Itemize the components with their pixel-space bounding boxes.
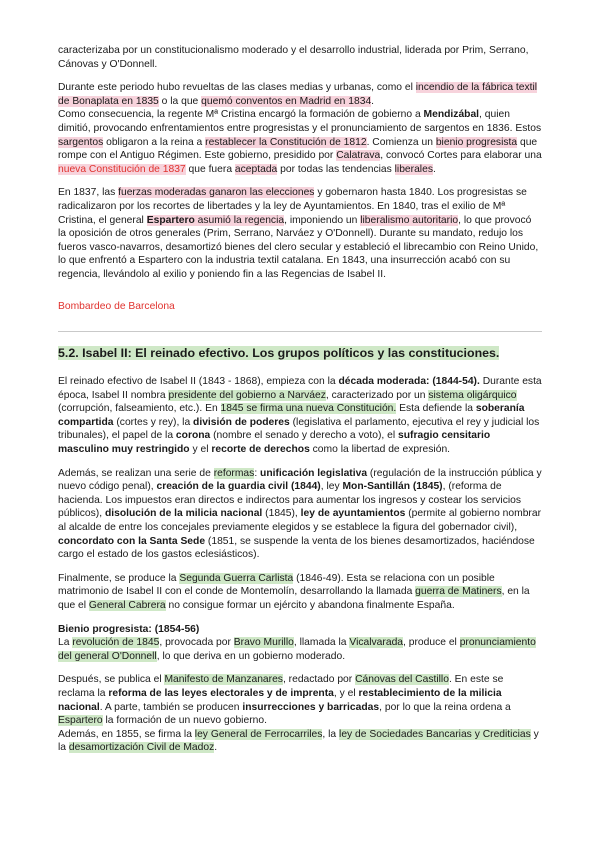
text: , y el [333,687,359,699]
highlight: sargentos [58,136,104,148]
text: , lo que provocó la oposición de otros generales (Prim, Serrano, Narváez y O'Donnell). Durante su mandato, redujo los fueros vasco-navarros, desamortizó bienes del clero secular y estableció el librecambio con Reino Unido, lo que enfrentó a Espartero con la industria textil catalana. En 1843, una insurrección acabó con su regencia, llevándolo al exilio y poniendo fin a las Regencias de Isabel II. [58,214,539,280]
text: , la [322,728,340,740]
section-divider [58,331,542,332]
text: o la que [158,95,202,107]
bienio-heading [58,623,542,637]
text: Además, en 1855, se firma la [58,728,195,740]
text: , llamada la [293,637,350,649]
bold-term: sufragio censitario masculino muy restringido [58,430,491,456]
manzanares-paragraph [58,673,542,755]
section-title-text: 5.2. Isabel II: El reinado efectivo. Los grupos políticos y las constituciones. [58,346,500,361]
text: En 1837, las [58,187,119,199]
bombardeo-link[interactable]: Bombardeo de Barcelona [58,300,175,312]
text: Después, se publica el [58,674,165,686]
text: , provocada por [159,637,234,649]
highlight: 1845 se firma una nueva Constitución. [220,403,397,415]
highlight: guerra de Matiners [415,586,502,598]
bold-term: división de poderes [193,416,290,428]
bold-term: reforma de las leyes electorales y de imprenta [108,687,334,699]
bold-term: unificación legislativa [260,467,368,479]
bold-term: Espartero [146,214,195,226]
highlight: ley General de Ferrocarriles [194,728,323,740]
text: Durante esta época, Isabel II nombra [58,376,542,401]
text: . [432,163,436,175]
bold-term: insurrecciones y barricadas [242,701,380,713]
bold-term: soberanía compartida [58,403,525,428]
highlight: pronunciamiento del general O'Donnell [58,637,536,662]
text: Como consecuencia, la regente Mª Cristina encargó la formación de gobierno a [58,109,424,121]
highlight: sistema oligárquico [428,389,517,401]
text: Durante este periodo hubo revueltas de las clases medias y urbanas, como el [58,82,416,94]
bienio-heading-text: Bienio progresista: (1854-56) [58,623,200,635]
text: (regulación de la instrucción pública y nuevo código penal), [58,467,542,493]
bold-term: restablecimiento de la milicia nacional [58,687,502,713]
highlight: aceptada [234,163,278,175]
bold-term: creación de la guardia civil (1844) [156,481,321,493]
highlight: restablecer la Constitución de 1812 [205,136,367,148]
carlist-war-paragraph [58,572,542,613]
highlight: Bravo Murillo [233,637,294,649]
text: , lo que deriva en un gobierno moderado. [156,650,346,662]
text: , redactado por [282,674,356,686]
text: , imponiendo un [284,214,361,226]
text: y el [189,444,212,456]
intro-paragraph [58,44,542,71]
text: , produce el [403,637,460,649]
espartero-paragraph [58,186,542,281]
text: , quien dimitió, provocando enfrentamientos entre progresistas y el pronunciamiento de sargentos en 1836. Estos [58,109,542,134]
text: , caracterizado por un [325,389,429,401]
bold-term: Mon-Santillán (1845) [342,481,443,493]
text: (cortes y rey), la [113,416,194,428]
text: El reinado efectivo de Isabel II (1843 - 1868), empieza con la [58,376,339,388]
highlight: revolución de 1845 [72,637,160,649]
highlight: reformas [213,467,255,479]
text: que rompe con el Antiguo Régimen. Este gobierno, presidido por [58,136,538,162]
highlight: Vicalvarada [349,637,404,649]
text: , en la que el [58,586,530,611]
text: (nombre el senado y derecho a voto), el [210,430,399,442]
text: . A parte, también se producen [99,701,243,713]
text: . [214,742,218,754]
highlight-red: nueva Constitución de 1837 [58,163,186,175]
highlight: liberales [394,163,433,175]
text: , (reforma de hacienda. Los impuestos eran directos e indirectos para aumentar los ingresos y costear los servicios públicos), [58,481,522,520]
text: obligaron a la reina a [103,136,206,148]
highlight: bienio progresista [435,136,518,148]
text: (legislativa el parlamento, ejecutiva el rey y judicial los tribunales), el papel de la [58,416,540,442]
bold-term: concordato con la Santa Sede [58,535,206,547]
text: (1851, se suspende la venta de los bienes desamortizados, haciéndose cargo el estado de los gastos eclesiásticos). [58,535,535,561]
text: como la libertad de expresión. [309,444,451,456]
text: no consigue formar un ejército y abandona finalmente España. [165,600,455,611]
text: Además, se realizan una serie de [58,467,214,479]
text: y la [58,728,539,754]
highlight: desamortización Civil de Madoz [68,742,215,754]
text: . Comienza un [366,136,436,148]
text: , ley [320,481,343,493]
text: que fuera [185,163,235,175]
text: caracterizaba por un constitucionalismo moderado y el desarrollo industrial, liderada por Prim, Serrano, Cánovas y O'Donnell. [58,45,529,70]
bold-term: disolución de la milicia nacional [104,508,263,520]
vicalvarada-paragraph [58,636,542,663]
text: , por lo que la reina ordena a [379,701,511,713]
text: . En este se reclama la [58,674,504,699]
highlight: Manifesto de Manzanares [164,674,283,686]
text: la formación de un nuevo gobierno. [102,715,267,727]
text: : [254,467,261,479]
highlight: Segunda Guerra Carlista [179,572,294,584]
highlight: quemó conventos en Madrid en 1834 [201,95,372,107]
bold-term: recorte de derechos [211,444,310,456]
text: Esta defiende la [396,403,476,415]
bold-term: década moderada: (1844-54). [338,376,480,388]
highlight: ley de Sociedades Bancarias y Crediticias [339,728,531,740]
highlight: General Cabrera [88,600,166,611]
highlight: fuerzas moderadas ganaron las elecciones [118,187,315,199]
text: por todas las tendencias [277,163,395,175]
highlight: incendio de la fábrica textil de Bonaplata en 1835 [58,82,538,107]
text: (1846-49). Esta se relaciona con un posible matrimonio de Isabel II con el conde de Montemolín, desarrollando la llamada [58,572,495,598]
section-title [58,346,542,361]
highlight: Calatrava [336,150,381,162]
text: (permite al gobierno nombrar al alcalde de entre los concejales previamente elegidos y se establece la figura del gobernador civil), [58,508,542,534]
reforms-paragraph [58,467,542,562]
bold-term: corona [175,430,211,442]
highlight: Cánovas del Castillo [355,674,449,686]
text: La [58,637,73,649]
highlight: presidente del gobierno a Narváez [168,389,326,401]
moderate-decade-paragraph [58,375,542,457]
text: , convocó Cortes para elaborar una [380,150,542,162]
highlight: Espartero [58,715,103,727]
revolts-paragraph [58,81,542,176]
text: Finalmente, se produce la [58,572,180,584]
text: (1845), [262,508,301,520]
text: (corrupción, falseamiento, etc.). En [58,403,221,415]
text: y gobernaron hasta 1840. Los progresistas se radicalizaron por los recortes de libertades y la ley de Ayuntamientos. En 1840, tras el exilio de Mª Cristina, el general [58,187,527,226]
highlight: asumió la regencia [194,214,285,226]
highlight: liberalismo autoritario [360,214,459,226]
text: . [371,95,375,107]
bold-term: ley de ayuntamientos [300,508,406,520]
bold-term: Mendizábal [423,109,480,121]
